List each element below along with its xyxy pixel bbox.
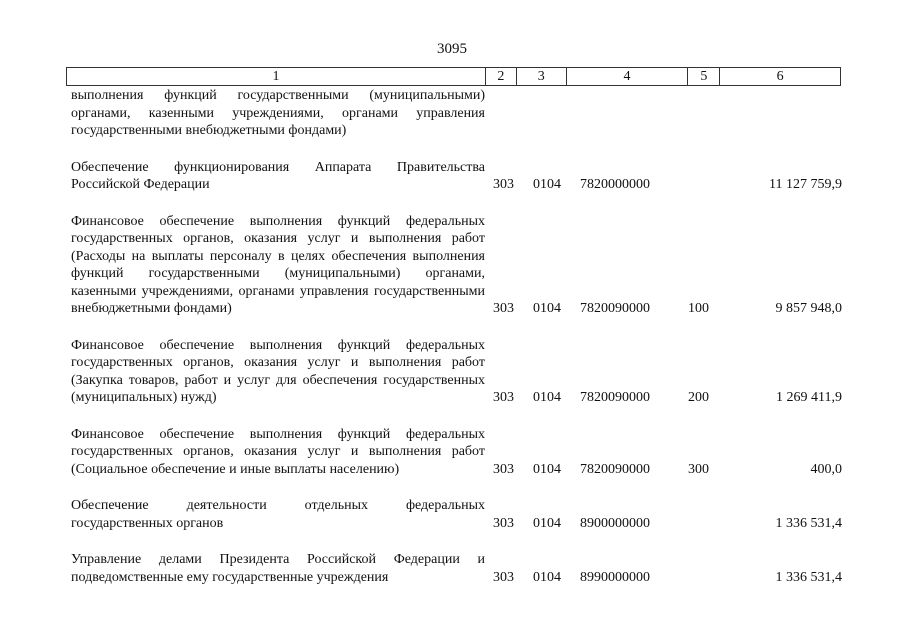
column-header-6: 6	[719, 68, 840, 85]
row-code-gr: 303	[493, 301, 514, 316]
row-code-section: 0104	[533, 390, 561, 405]
row-code-section: 0104	[533, 569, 561, 585]
table-column-header	[66, 67, 841, 86]
table-row	[0, 337, 904, 407]
row-amount: 1 269 411,9	[776, 390, 842, 405]
table-row	[0, 159, 904, 194]
row-code-section: 0104	[533, 461, 561, 477]
row-amount: 1 336 531,4	[775, 515, 842, 531]
column-header-2: 2	[485, 68, 516, 85]
row-description: Управление делами Президента Российской Федерации и подведомственные ему государственные учреждения	[71, 552, 485, 585]
row-description: Обеспечение функционирования Аппарата Правительства Российской Федерации	[71, 159, 485, 192]
row-code-expense-type: 100	[688, 301, 709, 316]
page-number: 3095	[437, 41, 467, 57]
row-code-section: 0104	[533, 301, 561, 316]
row-code-gr: 303	[493, 390, 514, 405]
row-code-expense-type: 300	[688, 461, 709, 477]
table-row	[0, 551, 904, 586]
row-code-gr: 303	[493, 177, 514, 192]
column-header-3: 3	[516, 68, 566, 85]
row-code-target: 7820000000	[580, 177, 650, 192]
column-header-5: 5	[687, 68, 719, 85]
row-code-target: 8990000000	[580, 569, 650, 585]
row-description: Финансовое обеспечение выполнения функций федеральных государственных органов, оказания услуг и выполнения работ (Расходы на выплаты персоналу в целях обеспечения выполнения функций государственными (муниципальными) органами, казенными учреждениями, органами управления государственными внебюджетными фондами)	[71, 213, 485, 316]
row-amount: 9 857 948,0	[775, 301, 842, 316]
row-description: Финансовое обеспечение выполнения функций федеральных государственных органов, оказания услуг и выполнения работ (Закупка товаров, работ и услуг для обеспечения государственных (муниципальных) нужд)	[71, 337, 485, 405]
table-row	[0, 213, 904, 318]
row-amount: 11 127 759,9	[769, 177, 842, 192]
row-code-section: 0104	[533, 515, 561, 531]
row-amount: 1 336 531,4	[775, 569, 842, 585]
table-row	[0, 497, 904, 532]
row-description: выполнения функций государственными (муниципальными) органами, казенными учреждениями, органами управления государственными внебюджетными фондами)	[71, 88, 485, 138]
row-code-gr: 303	[493, 461, 514, 477]
row-code-target: 8900000000	[580, 515, 650, 531]
row-amount: 400,0	[810, 461, 842, 477]
row-code-target: 7820090000	[580, 461, 650, 477]
row-description: Обеспечение деятельности отдельных федеральных государственных органов	[71, 498, 485, 531]
row-code-gr: 303	[493, 569, 514, 585]
row-description: Финансовое обеспечение выполнения функций федеральных государственных органов, оказания услуг и выполнения работ (Социальное обеспечение и иные выплаты населению)	[71, 426, 485, 477]
row-code-target: 7820090000	[580, 390, 650, 405]
table-row	[0, 87, 904, 140]
row-code-section: 0104	[533, 177, 561, 192]
row-code-target: 7820090000	[580, 301, 650, 316]
column-header-1: 1	[272, 69, 280, 84]
budget-table-body	[0, 87, 904, 586]
table-row	[0, 426, 904, 479]
row-code-expense-type: 200	[688, 390, 709, 405]
column-header-4: 4	[566, 68, 688, 85]
row-code-gr: 303	[493, 515, 514, 531]
